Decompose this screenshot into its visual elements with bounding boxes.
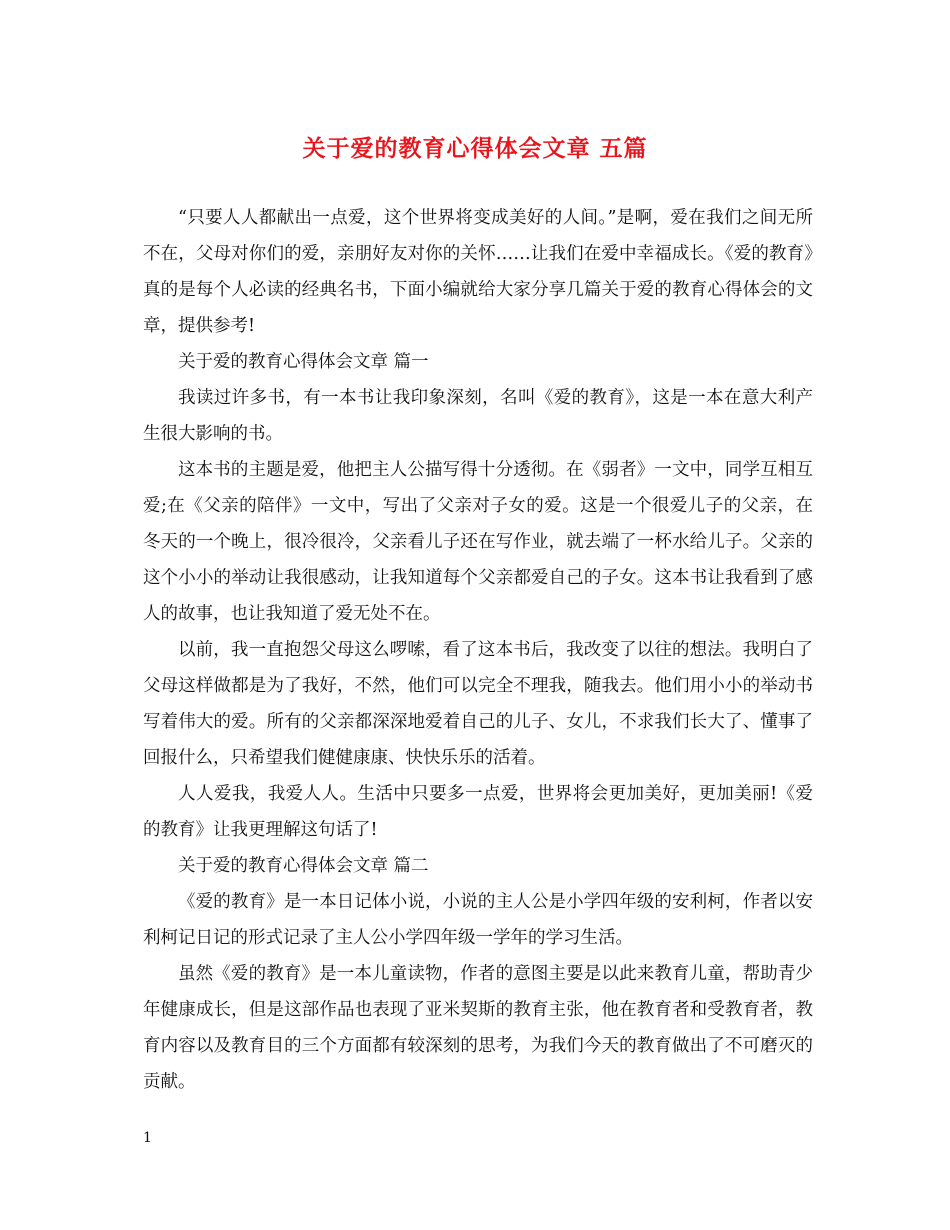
section-heading-1: 关于爱的教育心得体会文章 篇一 bbox=[178, 352, 429, 372]
body-paragraph: 我读过许多书，有一本书让我印象深刻，名叫《爱的教育》，这是一本在意大利产生很大影响的书。 bbox=[143, 388, 813, 444]
body-paragraph: 人人爱我，我爱人人。生活中只要多一点爱，世界将会更加美好，更加美丽!《爱的教育》让我更理解这句话了! bbox=[143, 784, 813, 840]
intro-paragraph: “只要人人都献出一点爱，这个世界将变成美好的人间。”是啊，爱在我们之间无所不在，父母对你们的爱，亲朋好友对你的关怀……让我们在爱中幸福成长。《爱的教育》真的是每个人必读的经典名书，下面小编就给大家分享几篇关于爱的教育心得体会的文章，提供参考! bbox=[143, 208, 813, 336]
section-heading-2: 关于爱的教育心得体会文章 篇二 bbox=[178, 856, 429, 876]
body-paragraph: 以前，我一直抱怨父母这么啰嗦，看了这本书后，我改变了以往的想法。我明白了父母这样做都是为了我好，不然，他们可以完全不理我，随我去。他们用小小的举动书写着伟大的爱。所有的父亲都深深地爱着自己的儿子、女儿，不求我们长大了、懂事了回报什么，只希望我们健健康康、快快乐乐的活着。 bbox=[143, 640, 813, 768]
document-title: 关于爱的教育心得体会文章 五篇 bbox=[302, 135, 648, 162]
document-body bbox=[143, 200, 813, 1100]
body-paragraph: 《爱的教育》是一本日记体小说，小说的主人公是小学四年级的安利柯，作者以安利柯记日记的形式记录了主人公小学四年级一学年的学习生活。 bbox=[143, 892, 813, 948]
page-number: 1 bbox=[143, 1130, 152, 1146]
body-paragraph: 虽然《爱的教育》是一本儿童读物，作者的意图主要是以此来教育儿童，帮助青少年健康成长，但是这部作品也表现了亚米契斯的教育主张，他在教育者和受教育者，教育内容以及教育目的三个方面都有较深刻的思考，为我们今天的教育做出了不可磨灭的贡献。 bbox=[143, 964, 813, 1092]
body-paragraph: 这本书的主题是爱，他把主人公描写得十分透彻。在《弱者》一文中，同学互相互爱;在《父亲的陪伴》一文中，写出了父亲对子女的爱。这是一个很爱儿子的父亲，在冬天的一个晚上，很冷很冷，父亲看儿子还在写作业，就去端了一杯水给儿子。父亲的这个小小的举动让我很感动，让我知道每个父亲都爱自己的子女。这本书让我看到了感人的故事，也让我知道了爱无处不在。 bbox=[143, 460, 813, 624]
